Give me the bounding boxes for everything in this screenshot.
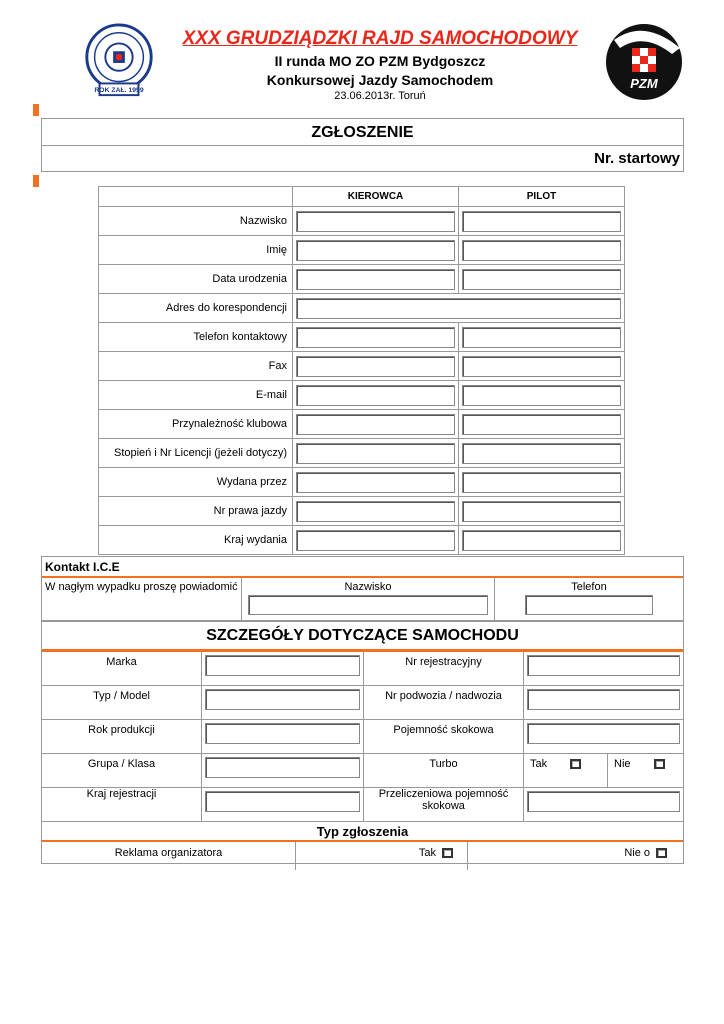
turbo-yes-checkbox[interactable] <box>570 759 581 769</box>
pilot-birthdate-field[interactable] <box>462 269 621 290</box>
row-label: Przynależność klubowa <box>99 410 293 439</box>
entry-type-title: Typ zgłoszenia <box>42 822 683 842</box>
chassis-field[interactable] <box>527 689 680 710</box>
row-label: Kraj wydania <box>99 526 293 555</box>
ad-label: Reklama organizatora <box>42 842 296 870</box>
turbo-no-checkbox[interactable] <box>654 759 665 769</box>
year-field[interactable] <box>205 723 360 744</box>
start-number-label: Nr. startowy <box>594 150 680 167</box>
automobilklub-logo <box>80 22 158 100</box>
ice-contact-section <box>41 556 684 621</box>
ad-yes-checkbox[interactable] <box>442 848 453 858</box>
chassis-label: Nr podwozia / nadwozia <box>364 686 524 719</box>
turbo-label: Turbo <box>364 754 524 787</box>
ice-phone-label: Telefon <box>571 581 607 593</box>
row-label: Telefon kontaktowy <box>99 323 293 352</box>
ice-surname-label: Nazwisko <box>344 581 392 593</box>
col-pilot: PILOT <box>459 187 625 207</box>
pilot-name-field[interactable] <box>462 240 621 261</box>
driver-surname-field[interactable] <box>296 211 455 232</box>
pzm-logo <box>602 20 686 104</box>
driver-email-field[interactable] <box>296 385 455 406</box>
svg-text:ROK ZAŁ. 1959: ROK ZAŁ. 1959 <box>94 87 144 95</box>
turbo-no-label: Nie <box>614 758 631 770</box>
row-label: Nazwisko <box>99 207 293 236</box>
address-field[interactable] <box>296 298 621 319</box>
row-label: Wydana przez <box>99 468 293 497</box>
orange-marker <box>33 104 39 116</box>
ad-no-checkbox[interactable] <box>656 848 667 858</box>
pilot-fax-field[interactable] <box>462 356 621 377</box>
reg-country-field[interactable] <box>205 791 360 812</box>
model-field[interactable] <box>205 689 360 710</box>
pilot-surname-field[interactable] <box>462 211 621 232</box>
ice-notify-label: W nagłym wypadku proszę powiadomić <box>42 578 242 620</box>
driver-club-field[interactable] <box>296 414 455 435</box>
reg-country-label: Kraj rejestracji <box>42 788 202 821</box>
driver-license-no-field[interactable] <box>296 501 455 522</box>
driver-country-field[interactable] <box>296 530 455 551</box>
registration-label: Nr rejestracyjny <box>364 652 524 685</box>
driver-fax-field[interactable] <box>296 356 455 377</box>
pilot-license-field[interactable] <box>462 443 621 464</box>
group-field[interactable] <box>205 757 360 778</box>
ad-yes-label: Tak <box>418 847 436 859</box>
make-label: Marka <box>42 652 202 685</box>
capacity-field[interactable] <box>527 723 680 744</box>
svg-text:PZM: PZM <box>630 76 658 91</box>
ice-title: Kontakt I.C.E <box>42 557 683 578</box>
registration-field[interactable] <box>527 655 680 676</box>
event-subtitle-2: Konkursowej Jazdy Samochodem <box>266 72 494 88</box>
pilot-country-field[interactable] <box>462 530 621 551</box>
form-header-box <box>41 118 684 172</box>
car-details-section <box>41 621 684 864</box>
capacity-label: Pojemność skokowa <box>364 720 524 753</box>
driver-pilot-table <box>98 186 625 555</box>
calc-capacity-label: Przeliczeniowa pojemność skokowa <box>364 788 524 821</box>
col-driver: KIEROWCA <box>293 187 459 207</box>
driver-phone-field[interactable] <box>296 327 455 348</box>
driver-birthdate-field[interactable] <box>296 269 455 290</box>
year-label: Rok produkcji <box>42 720 202 753</box>
row-label: Stopień i Nr Licencji (jeżeli dotyczy) <box>99 439 293 468</box>
ice-surname-field[interactable] <box>248 595 488 615</box>
model-label: Typ / Model <box>42 686 202 719</box>
calc-capacity-field[interactable] <box>527 791 680 812</box>
ad-no-label: Nie o <box>624 847 650 859</box>
row-label: Data urodzenia <box>99 265 293 294</box>
driver-license-field[interactable] <box>296 443 455 464</box>
event-subtitle: II runda MO ZO PZM Bydgoszcz <box>274 53 486 69</box>
make-field[interactable] <box>205 655 360 676</box>
pilot-phone-field[interactable] <box>462 327 621 348</box>
driver-name-field[interactable] <box>296 240 455 261</box>
ice-phone-field[interactable] <box>525 595 653 615</box>
group-label: Grupa / Klasa <box>42 754 202 787</box>
turbo-yes-label: Tak <box>530 758 548 770</box>
form-title: ZGŁOSZENIE <box>42 119 683 146</box>
event-title: XXX GRUDZIĄDZKI RAJD SAMOCHODOWY <box>182 28 578 49</box>
row-label: Fax <box>99 352 293 381</box>
pilot-club-field[interactable] <box>462 414 621 435</box>
driver-issuer-field[interactable] <box>296 472 455 493</box>
pilot-license-no-field[interactable] <box>462 501 621 522</box>
row-label: Nr prawa jazdy <box>99 497 293 526</box>
row-label: Adres do korespondencji <box>99 294 293 323</box>
car-section-title: SZCZEGÓŁY DOTYCZĄCE SAMOCHODU <box>42 622 683 652</box>
row-label: Imię <box>99 236 293 265</box>
row-label: E-mail <box>99 381 293 410</box>
event-date: 23.06.2013r. Toruń <box>334 90 426 102</box>
pilot-issuer-field[interactable] <box>462 472 621 493</box>
pilot-email-field[interactable] <box>462 385 621 406</box>
orange-marker <box>33 175 39 187</box>
